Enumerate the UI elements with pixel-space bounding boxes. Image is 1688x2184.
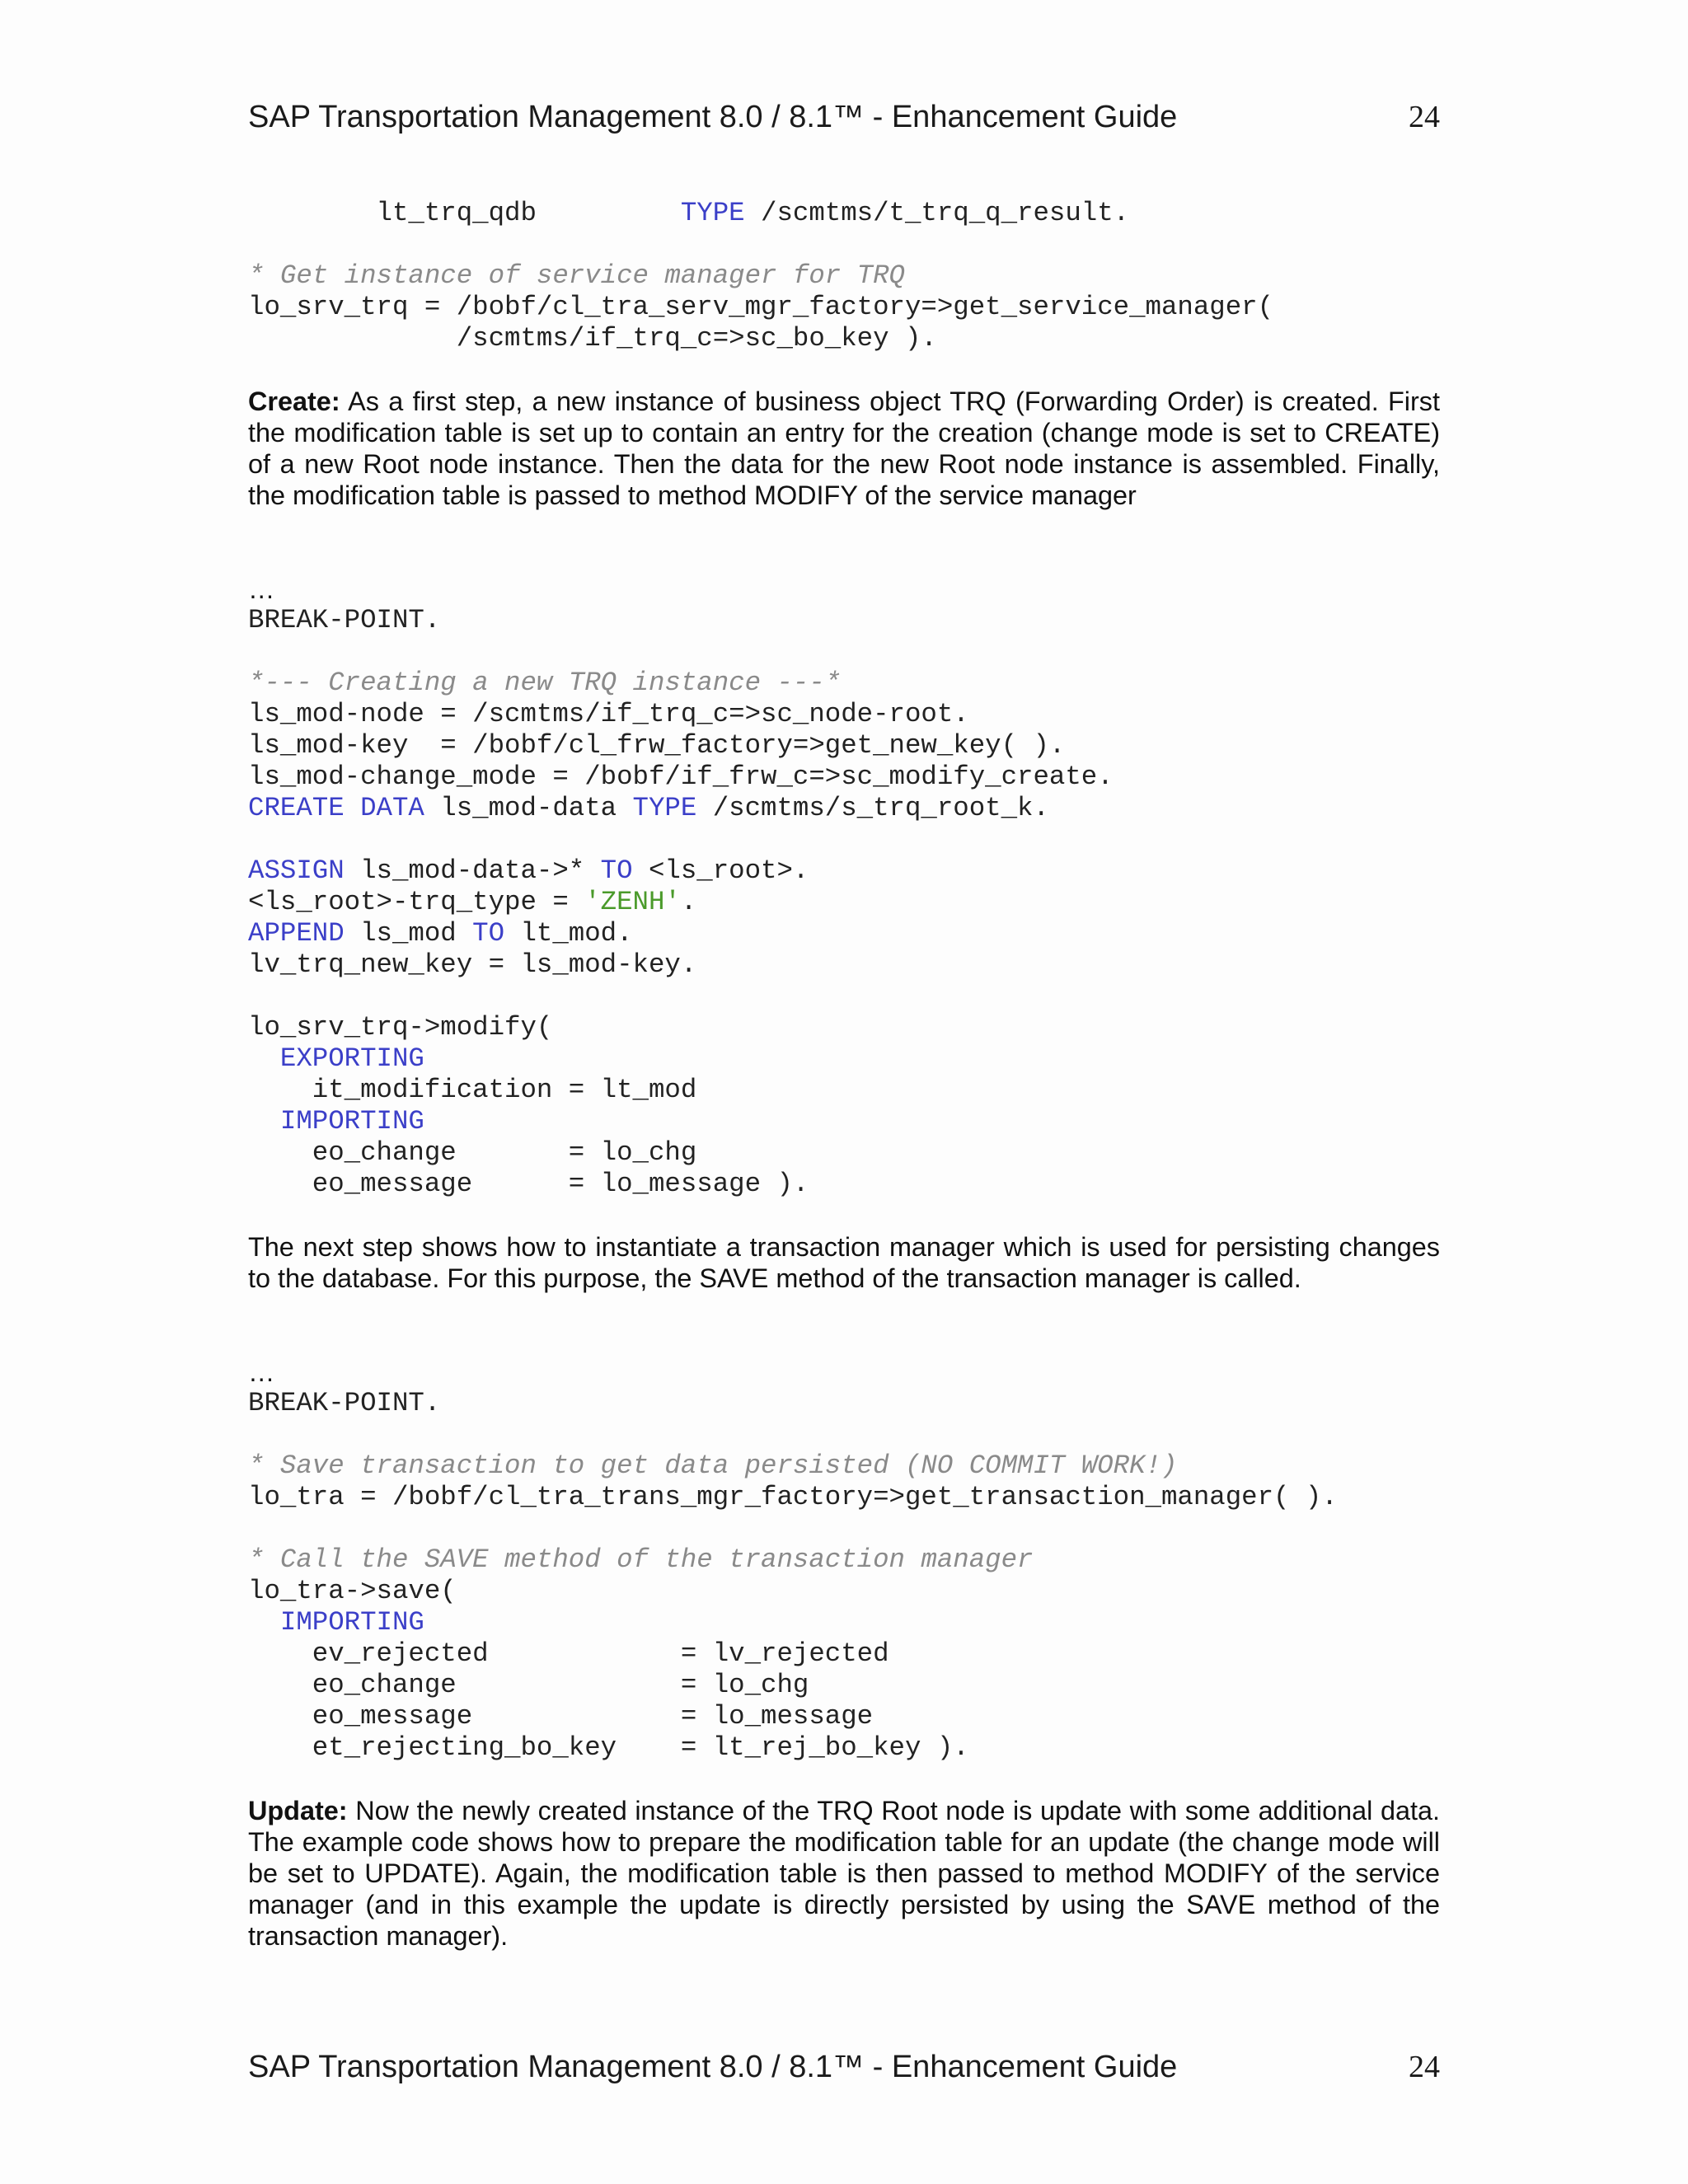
code-ellipsis: …	[248, 574, 275, 604]
paragraph-text: As a first step, a new instance of business object TRQ (Forwarding Order) is created. First the modification table is set up to contain an entry for the creation (change mode is set to CREATE) of a new Root node instance. Then the data for the new Root node instance is assembled. Finally, the modification table is passed to method MODIFY of the service manager	[248, 387, 1440, 510]
spacer	[248, 1294, 1440, 1325]
spacer	[248, 1200, 1440, 1231]
code-keyword: EXPORTING	[248, 1043, 424, 1074]
code-line: et_rejecting_bo_key = lt_rej_bo_key ).	[248, 1732, 969, 1763]
paragraph-label: Update:	[248, 1796, 348, 1825]
code-comment: *--- Creating a new TRQ instance ---*	[248, 668, 842, 698]
footer-title: SAP Transportation Management 8.0 / 8.1™ - Enhancement Guide	[248, 2050, 1178, 2084]
header-title: SAP Transportation Management 8.0 / 8.1™ - Enhancement Guide	[248, 100, 1178, 134]
page-content	[248, 198, 1440, 1952]
paragraph-update	[248, 1795, 1440, 1952]
code-line: lv_trq_new_key = ls_mod-key.	[248, 949, 697, 980]
footer-page-number: 24	[1409, 2050, 1440, 2084]
code-line: BREAK-POINT.	[248, 605, 441, 635]
code-keyword: IMPORTING	[248, 1607, 424, 1638]
paragraph-save: The next step shows how to instantiate a transaction manager which is used for persisting changes to the database. For this purpose, the SAVE method of the transaction manager is called.	[248, 1232, 1440, 1293]
paragraph-create	[248, 386, 1440, 511]
code-line: /scmtms/if_trq_c=>sc_bo_key ).	[248, 323, 937, 354]
code-line: lo_srv_trq->modify(	[248, 1012, 553, 1043]
code-line: eo_change = lo_chg	[248, 1670, 809, 1700]
code-line: eo_change = lo_chg	[248, 1137, 697, 1168]
code-line: ls_mod-node = /scmtms/if_trq_c=>sc_node-root.	[248, 699, 969, 729]
code-keyword: IMPORTING	[248, 1106, 424, 1137]
code-line: lo_srv_trq = /bobf/cl_tra_serv_mgr_factory=>get_service_manager(	[248, 292, 1274, 322]
code-ellipsis: …	[248, 1357, 275, 1387]
code-line: BREAK-POINT.	[248, 1388, 441, 1418]
paragraph-text: Now the newly created instance of the TRQ Root node is update with some additional data. The example code shows how to prepare the modification table for an update (the change mode will be set to UPDATE). Again, the modification table is then passed to method MODIFY of the service manager (and in this example the update is directly persisted by using the SAVE method of the transaction manager).	[248, 1796, 1440, 1951]
spacer	[248, 1325, 1440, 1357]
code-line: ls_mod-key = /bobf/cl_frw_factory=>get_new_key( ).	[248, 730, 1066, 761]
spacer	[248, 354, 1440, 386]
code-line: lo_tra = /bobf/cl_tra_trans_mgr_factory=>get_transaction_manager( ).	[248, 1482, 1338, 1512]
code-block-save	[248, 1388, 1440, 1764]
code-line: CREATE DATA ls_mod-data TYPE /scmtms/s_trq_root_k.	[248, 793, 1049, 823]
code-block-create	[248, 605, 1440, 1200]
spacer	[248, 1764, 1440, 1795]
spacer	[248, 511, 1440, 542]
code-comment: * Call the SAVE method of the transaction manager	[248, 1544, 1034, 1575]
code-line: it_modification = lt_mod	[248, 1075, 697, 1105]
spacer	[248, 229, 1440, 260]
code-line: ls_mod-change_mode = /bobf/if_frw_c=>sc_modify_create.	[248, 762, 1114, 792]
code-line: eo_message = lo_message ).	[248, 1169, 809, 1199]
paragraph-label: Create:	[248, 387, 340, 416]
header-page-number: 24	[1409, 100, 1440, 134]
code-line: <ls_root>-trq_type = 'ZENH'.	[248, 887, 697, 917]
code-line: lo_tra->save(	[248, 1576, 457, 1606]
code-comment: * Get instance of service manager for TRQ	[248, 260, 905, 291]
spacer	[248, 542, 1440, 574]
code-line: ev_rejected = lv_rejected	[248, 1638, 889, 1669]
code-line: APPEND ls_mod TO lt_mod.	[248, 918, 633, 949]
code-line: eo_message = lo_message	[248, 1701, 874, 1732]
code-block-declarations	[248, 198, 1440, 229]
code-block-service-manager	[248, 260, 1440, 354]
code-comment: * Save transaction to get data persisted (NO COMMIT WORK!)	[248, 1451, 1178, 1481]
code-line: lt_trq_qdb TYPE /scmtms/t_trq_q_result.	[248, 198, 1130, 228]
code-line: ASSIGN ls_mod-data->* TO <ls_root>.	[248, 855, 809, 886]
